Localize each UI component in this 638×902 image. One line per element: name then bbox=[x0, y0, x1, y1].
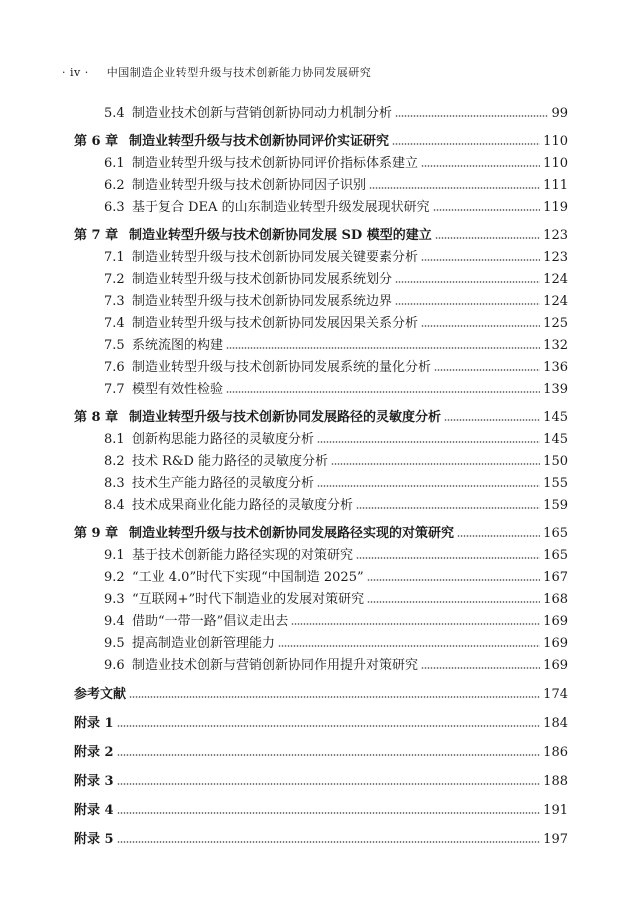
toc-entry-title: 制造业转型升级与技术创新协同发展关键要素分析 bbox=[132, 250, 419, 265]
dot-leader bbox=[435, 237, 540, 239]
toc-entry-title: 借助“一带一路”倡议走出去 bbox=[132, 614, 289, 629]
toc-entry-page: 110 bbox=[543, 156, 568, 171]
dot-leader bbox=[226, 391, 540, 393]
toc-section-row bbox=[0, 545, 638, 567]
toc-entry-page: 145 bbox=[543, 432, 568, 447]
toc-entry-page: 99 bbox=[551, 106, 568, 121]
dot-leader bbox=[457, 535, 540, 537]
toc-section-row bbox=[0, 589, 638, 611]
page-number: · iv · bbox=[62, 66, 89, 79]
toc-back-matter-row bbox=[0, 771, 638, 793]
dot-leader bbox=[395, 303, 540, 305]
toc-entry-number: 7.1 bbox=[104, 250, 125, 265]
dot-leader bbox=[367, 601, 540, 603]
dot-leader bbox=[291, 623, 540, 625]
dot-leader bbox=[421, 165, 540, 167]
toc-entry-title: 附录 2 bbox=[74, 745, 114, 760]
toc-entry-number: 5.4 bbox=[104, 106, 125, 121]
toc-entry-page: 124 bbox=[543, 294, 568, 309]
toc-entry-page: 197 bbox=[543, 832, 568, 847]
dot-leader bbox=[356, 557, 540, 559]
toc-entry-page: 145 bbox=[543, 410, 568, 425]
toc-entry-number: 8.4 bbox=[104, 498, 125, 513]
dot-leader bbox=[421, 667, 540, 669]
toc-entry-page: 169 bbox=[543, 614, 568, 629]
toc-entry-page: 123 bbox=[543, 228, 568, 243]
toc-entry-title: 基于复合 DEA 的山东制造业转型升级发展现状研究 bbox=[132, 200, 430, 215]
toc-entry-page: 159 bbox=[543, 498, 568, 513]
toc-entry-title: 参考文献 bbox=[74, 687, 127, 702]
toc-entry-page: 136 bbox=[543, 360, 568, 375]
toc-entry-number: 9.6 bbox=[104, 658, 125, 673]
toc-back-matter-row bbox=[0, 829, 638, 851]
toc-section-row bbox=[0, 291, 638, 313]
toc-entry-title: 附录 1 bbox=[74, 716, 114, 731]
toc-section-row bbox=[0, 175, 638, 197]
toc-back-matter-row bbox=[0, 800, 638, 822]
toc-section-row bbox=[0, 103, 638, 125]
dot-leader bbox=[395, 281, 540, 283]
toc-entry-title: 附录 5 bbox=[74, 832, 114, 847]
book-title: 中国制造企业转型升级与技术创新能力协同发展研究 bbox=[106, 66, 372, 79]
toc-entry-title: 提高制造业创新管理能力 bbox=[132, 636, 276, 651]
toc-entry-page: 186 bbox=[543, 745, 568, 760]
dot-leader bbox=[117, 754, 541, 756]
toc-entry-page: 124 bbox=[543, 272, 568, 287]
toc-entry-page: 123 bbox=[543, 250, 568, 265]
running-header bbox=[62, 64, 371, 80]
toc-entry-title: 制造业转型升级与技术创新协同发展路径实现的对策研究 bbox=[129, 526, 455, 541]
toc-chapter-row bbox=[0, 131, 638, 153]
toc-entry-title: 制造业技术创新与营销创新协同作用提升对策研究 bbox=[132, 658, 419, 673]
toc-entry-page: 150 bbox=[543, 454, 568, 469]
dot-leader bbox=[421, 325, 540, 327]
toc-section-row bbox=[0, 335, 638, 357]
toc-entry-page: 125 bbox=[543, 316, 568, 331]
toc-section-row bbox=[0, 379, 638, 401]
toc-entry-title: 附录 4 bbox=[74, 803, 114, 818]
toc-entry-title: 制造业转型升级与技术创新协同发展系统划分 bbox=[132, 272, 393, 287]
toc-entry-page: 174 bbox=[543, 687, 568, 702]
toc-section-row bbox=[0, 567, 638, 589]
toc-entry-title: 制造业转型升级与技术创新协同发展因果关系分析 bbox=[132, 316, 419, 331]
dot-leader bbox=[395, 115, 548, 117]
toc-entry-title: 制造业转型升级与技术创新协同因子识别 bbox=[132, 178, 367, 193]
toc-entry-number: 第 6 章 bbox=[74, 134, 119, 149]
toc-entry-title: 技术生产能力路径的灵敏度分析 bbox=[132, 476, 315, 491]
toc-entry-page: 155 bbox=[543, 476, 568, 491]
toc-entry-page: 110 bbox=[543, 134, 568, 149]
toc-entry-title: 制造业转型升级与技术创新协同评价指标体系建立 bbox=[132, 156, 419, 171]
dot-leader bbox=[317, 441, 540, 443]
toc-entry-number: 6.1 bbox=[104, 156, 125, 171]
toc-entry-title: 制造业转型升级与技术创新协同发展系统边界 bbox=[132, 294, 393, 309]
dot-leader bbox=[367, 579, 541, 581]
toc-section-row bbox=[0, 197, 638, 219]
toc-entry-title: 制造业转型升级与技术创新协同发展 SD 模型的建立 bbox=[129, 228, 432, 243]
toc-entry-page: 191 bbox=[543, 803, 568, 818]
toc-entry-number: 7.4 bbox=[104, 316, 125, 331]
toc-chapter-row bbox=[0, 523, 638, 545]
dot-leader bbox=[129, 696, 540, 698]
toc-section-row bbox=[0, 451, 638, 473]
toc-entry-title: 制造业转型升级与技术创新协同评价实证研究 bbox=[129, 134, 390, 149]
toc-section-row bbox=[0, 313, 638, 335]
toc-entry-title: 制造业转型升级与技术创新协同发展系统的量化分析 bbox=[132, 360, 432, 375]
toc-back-matter-row bbox=[0, 684, 638, 706]
toc-entry-page: 111 bbox=[543, 178, 568, 193]
toc-entry-page: 165 bbox=[543, 548, 568, 563]
toc-section-row bbox=[0, 153, 638, 175]
toc-entry-page: 184 bbox=[543, 716, 568, 731]
toc-entry-page: 169 bbox=[543, 636, 568, 651]
dot-leader bbox=[444, 419, 540, 421]
dot-leader bbox=[356, 507, 540, 509]
toc-entry-title: 创新构思能力路径的灵敏度分析 bbox=[132, 432, 315, 447]
toc-back-matter-row bbox=[0, 742, 638, 764]
toc-entry-title: 技术成果商业化能力路径的灵敏度分析 bbox=[132, 498, 354, 513]
toc-entry-number: 8.1 bbox=[104, 432, 125, 447]
toc-entry-title: 制造业技术创新与营销创新协同动力机制分析 bbox=[132, 106, 393, 121]
toc-entry-page: 169 bbox=[543, 658, 568, 673]
toc-section-row bbox=[0, 429, 638, 451]
toc-section-row bbox=[0, 495, 638, 517]
toc-entry-page: 188 bbox=[543, 774, 568, 789]
toc-entry-title: 附录 3 bbox=[74, 774, 114, 789]
toc-section-row bbox=[0, 357, 638, 379]
toc-entry-title: 基于技术创新能力路径实现的对策研究 bbox=[132, 548, 354, 563]
toc-section-row bbox=[0, 655, 638, 677]
toc-entry-number: 9.1 bbox=[104, 548, 125, 563]
dot-leader bbox=[317, 485, 540, 487]
dot-leader bbox=[117, 841, 541, 843]
toc-entry-page: 139 bbox=[543, 382, 568, 397]
toc-entry-number: 7.5 bbox=[104, 338, 125, 353]
dot-leader bbox=[421, 259, 540, 261]
toc-entry-title: 系统流图的构建 bbox=[132, 338, 224, 353]
dot-leader bbox=[117, 725, 541, 727]
dot-leader bbox=[117, 812, 541, 814]
toc-chapter-row bbox=[0, 407, 638, 429]
toc-entry-number: 6.3 bbox=[104, 200, 125, 215]
dot-leader bbox=[433, 209, 541, 211]
toc-entry-number: 6.2 bbox=[104, 178, 125, 193]
toc-entry-page: 132 bbox=[543, 338, 568, 353]
dot-leader bbox=[331, 463, 540, 465]
toc-entry-number: 7.2 bbox=[104, 272, 125, 287]
toc-section-row bbox=[0, 473, 638, 495]
toc-section-row bbox=[0, 247, 638, 269]
toc-entry-number: 第 7 章 bbox=[74, 228, 119, 243]
table-of-contents bbox=[0, 103, 638, 851]
toc-entry-title: 技术 R&D 能力路径的灵敏度分析 bbox=[132, 454, 329, 469]
toc-section-row bbox=[0, 633, 638, 655]
dot-leader bbox=[117, 783, 541, 785]
toc-entry-page: 168 bbox=[543, 592, 568, 607]
toc-entry-number: 第 9 章 bbox=[74, 526, 119, 541]
toc-entry-number: 8.3 bbox=[104, 476, 125, 491]
toc-entry-title: 模型有效性检验 bbox=[132, 382, 224, 397]
toc-section-row bbox=[0, 269, 638, 291]
toc-back-matter-row bbox=[0, 713, 638, 735]
toc-entry-number: 8.2 bbox=[104, 454, 125, 469]
toc-entry-title: 制造业转型升级与技术创新协同发展路径的灵敏度分析 bbox=[129, 410, 442, 425]
toc-entry-number: 7.6 bbox=[104, 360, 125, 375]
dot-leader bbox=[369, 187, 540, 189]
dot-leader bbox=[278, 645, 540, 647]
dot-leader bbox=[434, 369, 540, 371]
toc-entry-title: “互联网+”时代下制造业的发展对策研究 bbox=[132, 592, 365, 607]
toc-entry-page: 165 bbox=[543, 526, 568, 541]
toc-entry-title: “工业 4.0”时代下实现“中国制造 2025” bbox=[132, 570, 364, 585]
toc-entry-number: 9.4 bbox=[104, 614, 125, 629]
toc-entry-page: 167 bbox=[543, 570, 568, 585]
toc-entry-number: 9.5 bbox=[104, 636, 125, 651]
toc-chapter-row bbox=[0, 225, 638, 247]
toc-entry-number: 7.3 bbox=[104, 294, 125, 309]
dot-leader bbox=[226, 347, 540, 349]
toc-entry-number: 7.7 bbox=[104, 382, 125, 397]
toc-entry-number: 9.2 bbox=[104, 570, 125, 585]
toc-entry-number: 第 8 章 bbox=[74, 410, 119, 425]
dot-leader bbox=[392, 143, 540, 145]
toc-entry-page: 119 bbox=[543, 200, 568, 215]
toc-entry-number: 9.3 bbox=[104, 592, 125, 607]
toc-section-row bbox=[0, 611, 638, 633]
